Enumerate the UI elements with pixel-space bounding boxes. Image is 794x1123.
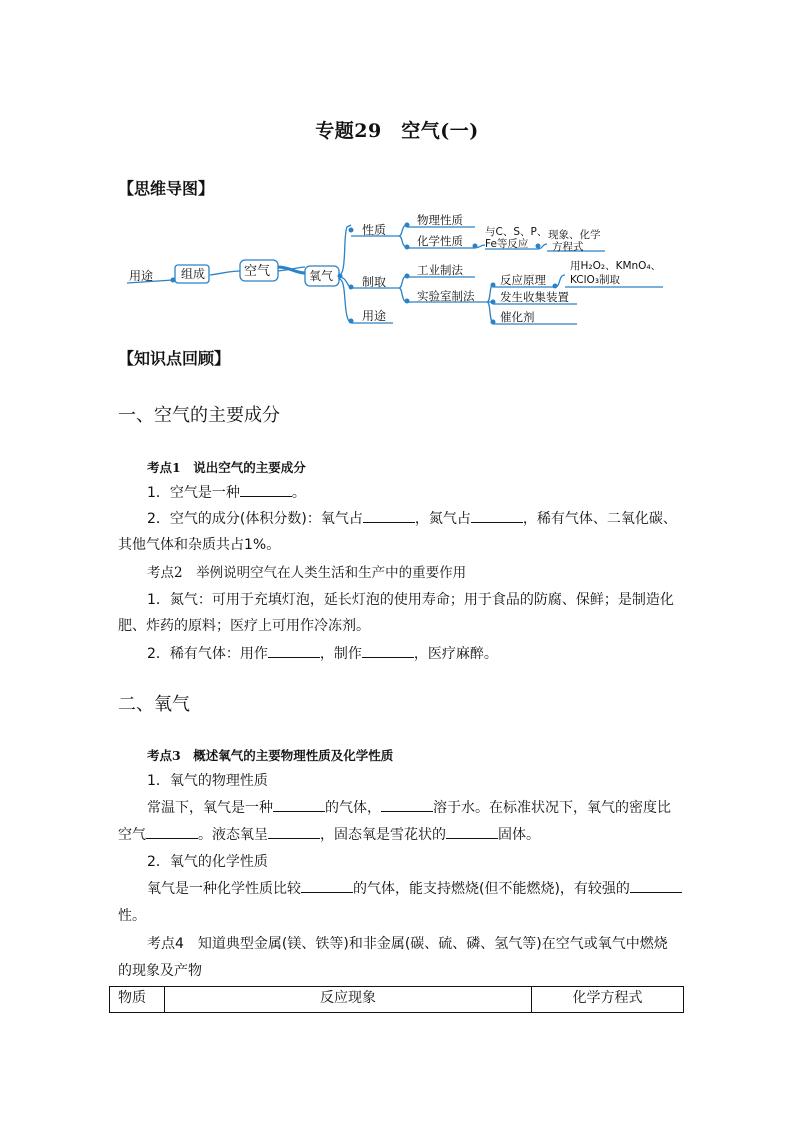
mm-cuihua: 催化剂 — [500, 310, 535, 324]
k3-line-2: 常温下，氧气是一种 的气体， 溶于水。在标准状况下，氧气的密度比 — [147, 800, 671, 816]
mm-zhiqu: 制取 — [362, 275, 387, 289]
mm-fasheng: 发生收集装置 — [500, 290, 569, 304]
mm-gongye: 工业制法 — [417, 263, 463, 277]
table-header-row — [110, 987, 684, 1013]
mm-huaxue: 化学性质 — [417, 234, 463, 248]
mm-xingzhi: 性质 — [362, 223, 387, 237]
k1-line-2: 2．空气的成分(体积分数)：氧气占 ，氮气占 ，稀有气体、二氧化碳、 — [147, 511, 677, 527]
page-title: 专题29 空气(一) — [315, 120, 479, 142]
k3-line-6: 性。 — [118, 908, 146, 924]
k1-line-1: 1．空气是一种 。 — [147, 485, 306, 501]
k4-line-1: 考点4 知道典型金属(镁、铁等)和非金属(碳、硫、磷、氢气等)在空气或氧气中燃烧 — [147, 936, 668, 952]
k3-line-3: 空气 。液态氧呈 ，固态氧是雪花状的 固体。 — [118, 827, 540, 843]
mm-yangqi-yongtu: 用途 — [362, 309, 387, 323]
k2-line-3: 2．稀有气体：用作 ，制作 ，医疗麻醉。 — [147, 646, 498, 662]
mm-react-l2: Fe等反应 — [485, 238, 529, 250]
k2-line-1: 1．氮气：可用于充填灯泡，延长灯泡的使用寿命；用于食品的防腐、保鲜；是制造化 — [147, 592, 674, 608]
k3-line-1: 1．氧气的物理性质 — [147, 773, 268, 789]
mm-phen-l1: 现象、化学 — [548, 229, 601, 241]
mm-yong-l2: KClO₃制取 — [570, 274, 621, 286]
k3-line-5: 氧气是一种化学性质比较 的气体，能支持燃烧(但不能燃烧)，有较强的 — [147, 878, 682, 898]
section-1-heading: 一、空气的主要成分 — [118, 405, 280, 426]
k1-line-3: 其他气体和杂质共占1%。 — [118, 537, 281, 553]
reaction-table — [109, 986, 684, 1013]
mindmap-heading: 【思维导图】 — [118, 179, 215, 198]
table-header-cell: 化学方程式 — [532, 987, 684, 1013]
review-heading: 【知识点回顾】 — [118, 349, 231, 368]
mm-fanying: 反应原理 — [500, 273, 546, 287]
mm-yangqi: 氧气 — [309, 269, 334, 283]
kaodian-2: 考点2 举例说明空气在人类生活和生产中的重要作用 — [147, 565, 467, 581]
mm-wuli: 物理性质 — [417, 213, 463, 227]
mm-shiyanshi: 实验室制法 — [417, 289, 475, 303]
mm-zucheng: 组成 — [181, 267, 206, 281]
kaodian-3: 考点3 概述氧气的主要物理性质及化学性质 — [147, 748, 394, 763]
section-2-heading: 二、氧气 — [118, 694, 190, 715]
table-header-cell: 物质 — [110, 987, 165, 1013]
mm-yongtu: 用途 — [129, 269, 154, 283]
mm-kongqi: 空气 — [244, 264, 271, 279]
k2-line-2: 肥、炸药的原料；医疗上可用作冷冻剂。 — [118, 618, 370, 634]
mm-yong-l1: 用H₂O₂、KMnO₄、 — [570, 260, 662, 272]
mind-map — [125, 205, 685, 330]
kaodian-1: 考点1 说出空气的主要成分 — [147, 460, 306, 475]
table-header-cell: 反应现象 — [165, 987, 532, 1013]
mm-react-l1: 与C、S、P、 — [485, 226, 548, 238]
k4-line-2: 的现象及产物 — [118, 963, 202, 979]
mm-phen-l2: 方程式 — [552, 241, 584, 253]
k3-line-4: 2．氧气的化学性质 — [147, 854, 268, 870]
